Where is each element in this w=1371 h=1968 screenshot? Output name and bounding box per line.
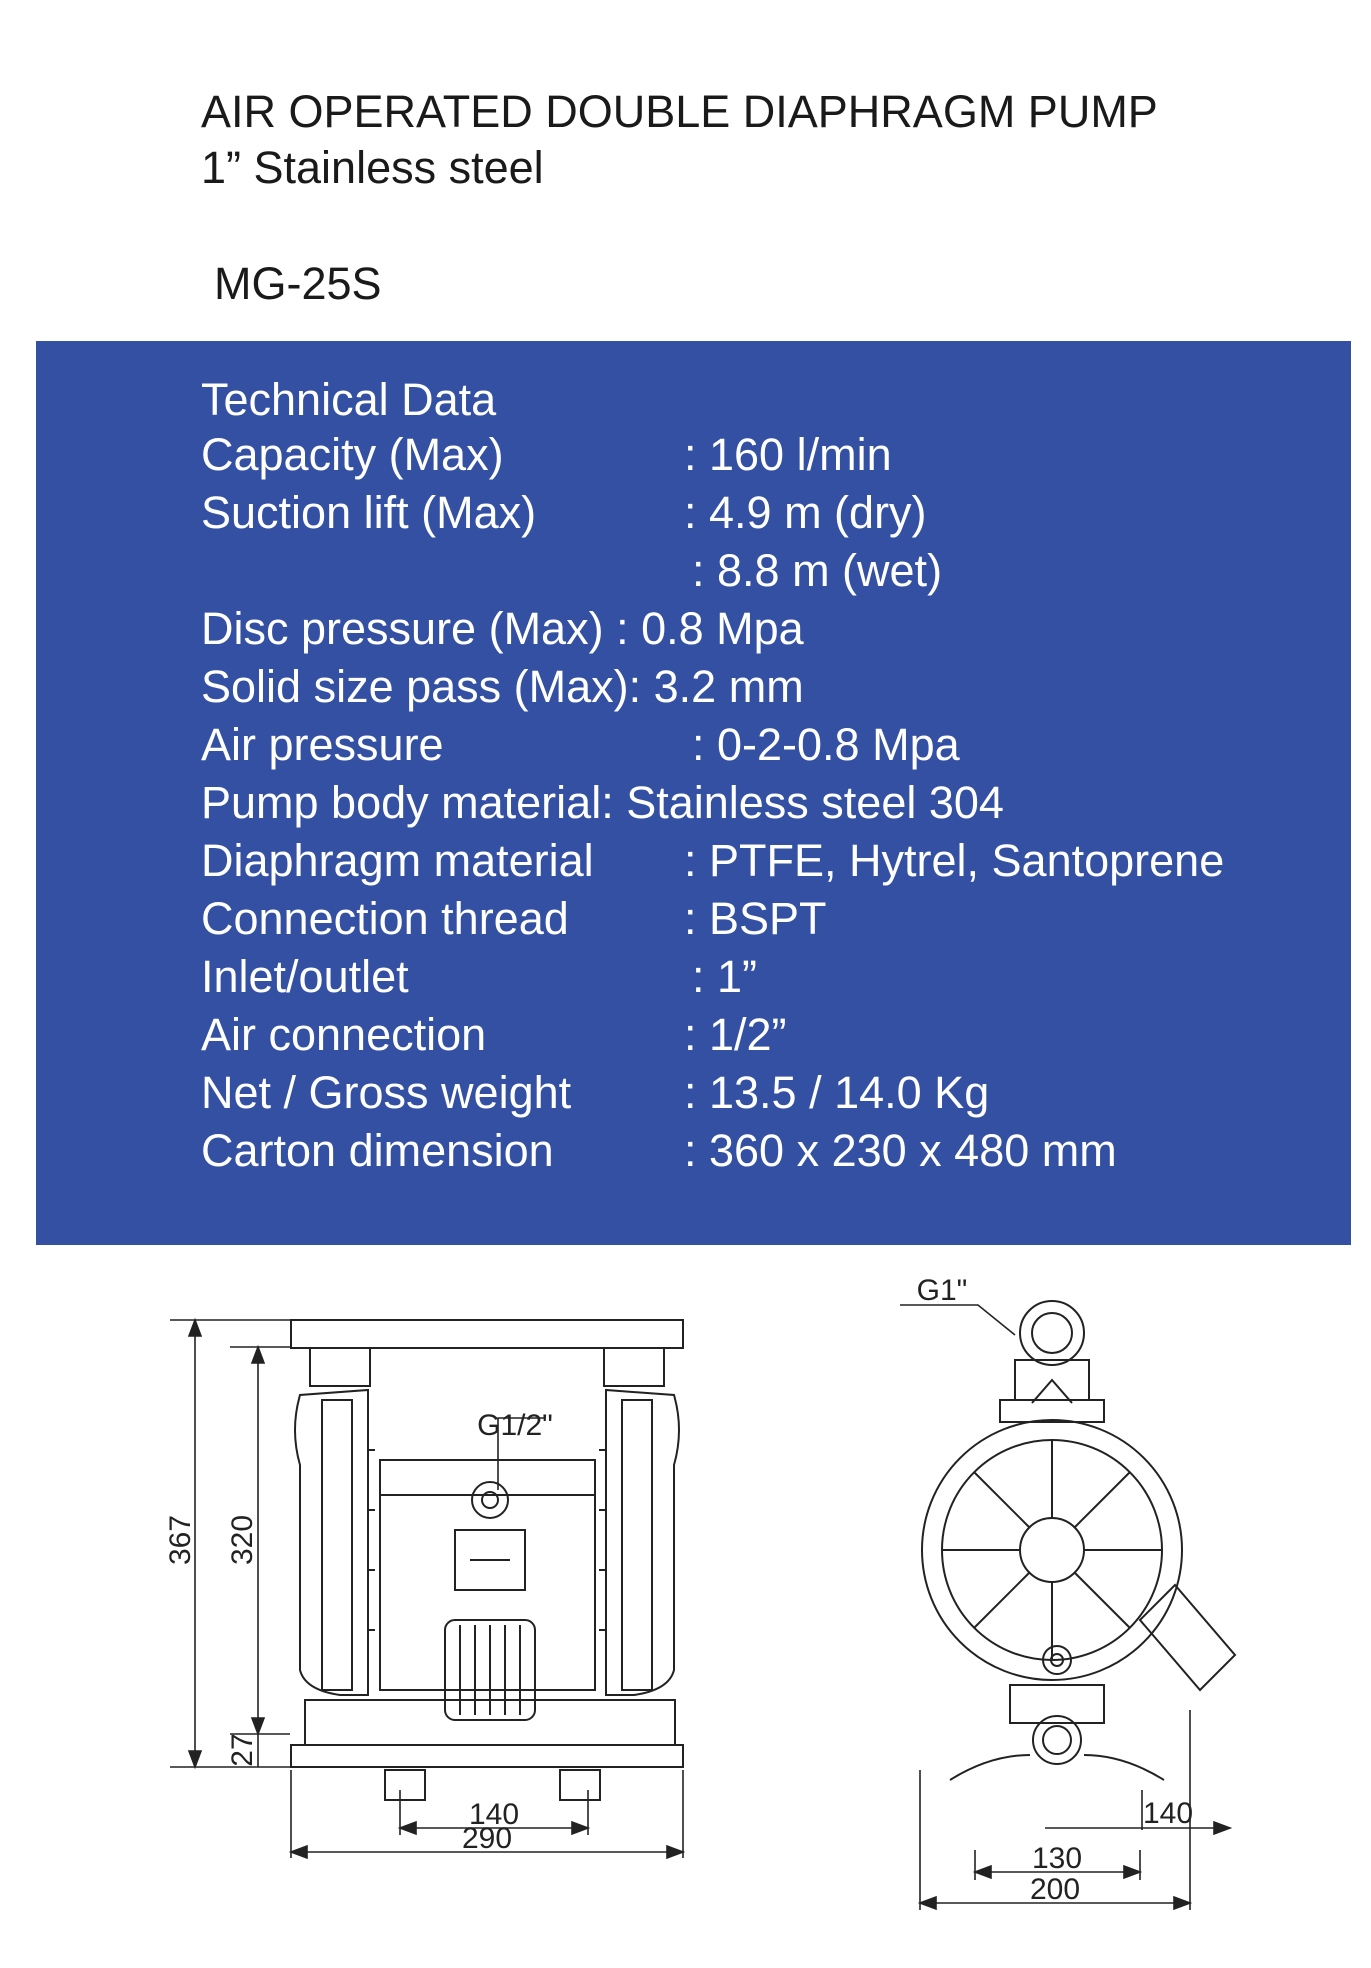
side-view-drawing xyxy=(922,1301,1235,1780)
title-line-2: 1” Stainless steel xyxy=(201,142,544,193)
front-view-drawing xyxy=(291,1320,683,1800)
side-depth-label: 140 xyxy=(1142,1797,1194,1830)
side-width-inner-label: 130 xyxy=(1031,1842,1083,1875)
spec-value: : 0-2-0.8 Mpa xyxy=(692,719,960,770)
front-height-total-label: 367 xyxy=(164,1514,197,1566)
spec-label: Carton dimension xyxy=(201,1125,554,1176)
spec-label: Net / Gross weight xyxy=(201,1067,572,1118)
front-height-body-label: 320 xyxy=(226,1514,259,1566)
spec-label: Solid size pass (Max) xyxy=(201,661,629,712)
spec-label: Air connection xyxy=(201,1009,487,1060)
spec-label: Inlet/outlet xyxy=(201,951,409,1002)
spec-value: : 13.5 / 14.0 Kg xyxy=(684,1067,990,1118)
side-port-label: G1" xyxy=(916,1274,968,1307)
front-width-inner-label: 140 xyxy=(468,1798,520,1831)
spec-value: : 1” xyxy=(692,951,758,1002)
spec-label: Suction lift (Max) xyxy=(201,487,537,538)
spec-value: : 4.9 m (dry) xyxy=(684,487,927,538)
front-height-base-label: 27 xyxy=(226,1733,259,1767)
spec-row xyxy=(201,774,1004,832)
spec-label: Diaphragm material xyxy=(201,835,594,886)
front-air-port-label: G1/2" xyxy=(477,1409,553,1442)
spec-label: Connection thread xyxy=(201,893,569,944)
front-width-total-label: 290 xyxy=(461,1822,513,1855)
spec-value: : 360 x 230 x 480 mm xyxy=(684,1125,1117,1176)
spec-label: Capacity (Max) xyxy=(201,429,504,480)
spec-row xyxy=(201,600,804,658)
spec-value: : 8.8 m (wet) xyxy=(692,545,943,596)
spec-label: Air pressure xyxy=(201,719,444,770)
spec-value: : 1/2” xyxy=(684,1009,787,1060)
spec-row xyxy=(201,658,804,716)
spec-value: : Stainless steel 304 xyxy=(601,777,1004,828)
spec-value: : 3.2 mm xyxy=(628,661,804,712)
spec-label: Pump body material xyxy=(201,777,602,828)
technical-data-heading: Technical Data xyxy=(201,374,497,425)
spec-value: : BSPT xyxy=(684,893,827,944)
technical-data-panel xyxy=(36,341,1351,1245)
side-width-total-label: 200 xyxy=(1029,1873,1081,1906)
dimension-lines xyxy=(164,1274,1230,1910)
spec-label: Disc pressure (Max) xyxy=(201,603,617,654)
page-title xyxy=(201,84,1158,196)
pump-dimension-drawing xyxy=(0,1250,1371,1968)
spec-value: : 0.8 Mpa xyxy=(616,603,804,654)
spec-value: : 160 l/min xyxy=(684,429,892,480)
title-line-1: AIR OPERATED DOUBLE DIAPHRAGM PUMP xyxy=(201,86,1158,137)
spec-value: : PTFE, Hytrel, Santoprene xyxy=(684,835,1225,886)
model-number: MG-25S xyxy=(214,258,382,309)
